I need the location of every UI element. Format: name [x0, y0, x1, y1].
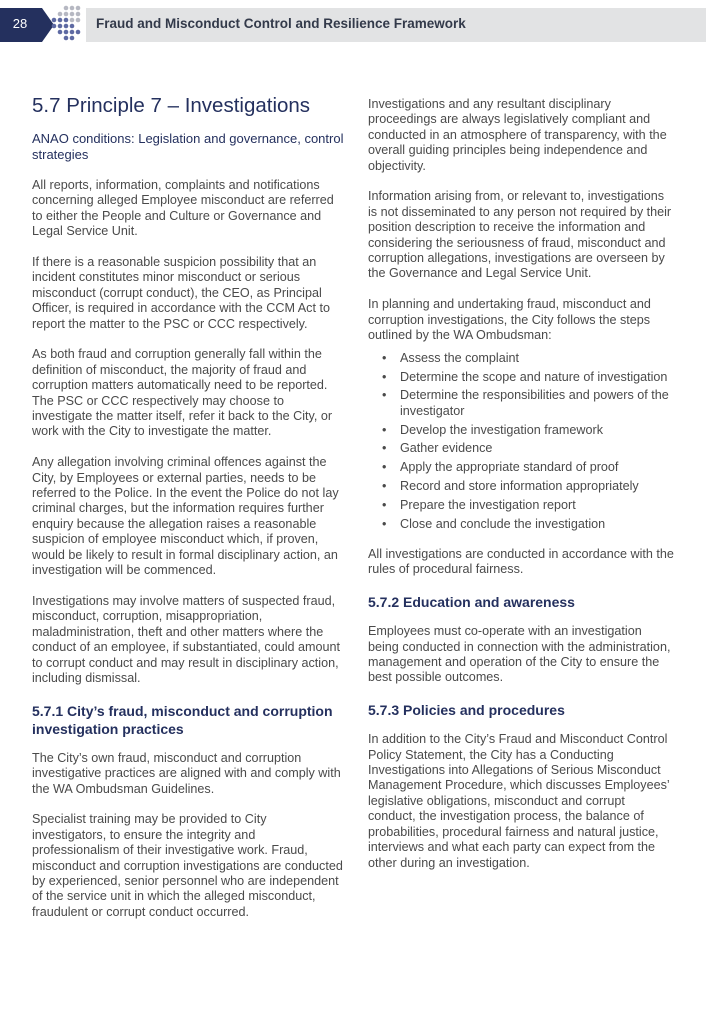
list-item: • Determine the scope and nature of investigation	[368, 370, 674, 385]
paragraph: Any allegation involving criminal offences against the City, by Employees or external parties, needs to be referred to the Police. In the event the Police do not lay criminal charges, but the information requires further enquiry because the allegation raises a reasonable suspicion of employee misconduct which, if proven, would be likely to result in formal disciplinary action, an investigation will be commenced.	[32, 455, 339, 578]
list-item: • Close and conclude the investigation	[368, 517, 674, 532]
paragraph: Employees must co-operate with an investigation being conducted in connection with the administration, management and operation of the City to ensure the best possible outcomes.	[368, 624, 671, 685]
page-header	[0, 0, 706, 46]
paragraph: Investigations may involve matters of suspected fraud, misconduct, corruption, misappropriation, maladministration, theft and other matters where the conduct of an employee, if substantiated, could amount to corrupt conduct and may result in disciplinary action, including dismissal.	[32, 593, 341, 685]
list-item: • Determine the responsibilities and powers of the investigator	[368, 388, 674, 419]
paragraph: All investigations are conducted in accordance with the rules of procedural fairness.	[368, 547, 674, 577]
paragraph: In addition to the City’s Fraud and Misconduct Control Policy Statement, the City has a Conducting Investigations into Allegations of Serious Misconduct Management Procedure, which discusses Employees’ legislative obligations, misconduct and corrupt conduct, the investigation process, the balance of probabilities, procedural fairness and natural justice, interviews and what each party can expect from the other during an investigation.	[368, 732, 670, 870]
anao-conditions: ANAO conditions: Legislation and governance, control strategies	[32, 131, 344, 162]
right-column	[368, 97, 674, 886]
left-column	[32, 94, 344, 936]
paragraph: As both fraud and corruption generally fall within the definition of misconduct, the majority of fraud and corruption matters automatically need to be reported. The PSC or CCC respectively may choose to investigate the matter itself, refer it back to the City, or work with the City to investigate the matter.	[32, 347, 333, 439]
subsection-heading-572: 5.7.2 Education and awareness	[368, 594, 575, 611]
list-item: • Apply the appropriate standard of proof	[368, 460, 674, 475]
list-item: • Record and store information appropriately	[368, 479, 674, 494]
subsection-heading-571: 5.7.1 City’s fraud, misconduct and corruption investigation practices	[32, 702, 333, 737]
decorative-dots-icon	[46, 5, 86, 45]
paragraph: All reports, information, complaints and notifications concerning alleged Employee misconduct are referred to either the People and Culture or Governance and Legal Service Unit.	[32, 178, 334, 239]
section-title: 5.7 Principle 7 – Investigations	[32, 94, 311, 117]
paragraph: Investigations and any resultant disciplinary proceedings are always legislatively compliant and conducted in an atmosphere of transparency, with the overall guiding principles being independence and objectivity.	[368, 97, 667, 173]
page-number: 28	[12, 16, 28, 31]
list-item: • Assess the complaint	[368, 351, 674, 366]
paragraph: In planning and undertaking fraud, misconduct and corruption investigations, the City follows the steps outlined by the WA Ombudsman:	[368, 297, 651, 343]
subsection-heading-573: 5.7.3 Policies and procedures	[368, 702, 565, 719]
list-item: • Gather evidence	[368, 441, 674, 456]
list-item: • Prepare the investigation report	[368, 498, 674, 513]
paragraph: If there is a reasonable suspicion possibility that an incident constitutes minor misconduct or serious misconduct (corrupt conduct), the CEO, as Principal Officer, is required in accordance with the CCM Act to report the matter to the PSC or CCC respectively.	[32, 255, 330, 331]
paragraph: The City’s own fraud, misconduct and corruption investigative practices are aligned with and comply with the WA Ombudsman Guidelines.	[32, 750, 341, 796]
investigation-steps-list	[368, 351, 674, 532]
list-item: • Develop the investigation framework	[368, 423, 674, 438]
document-title: Fraud and Misconduct Control and Resilience Framework	[96, 16, 466, 31]
paragraph: Specialist training may be provided to City investigators, to ensure the integrity and professionalism of their investigative work. Fraud, misconduct and corruption investigations are conducted by experienced, senior personnel who are independent of the service unit in which the alleged misconduct, fraudulent or corrupt conduct occurred.	[32, 812, 343, 919]
paragraph: Information arising from, or relevant to, investigations is not disseminated to any person not required by their position description to receive the information and considering the seriousness of fraud, misconduct and corruption allegations, investigations are overseen by the Governance and Legal Service Unit.	[368, 189, 672, 281]
